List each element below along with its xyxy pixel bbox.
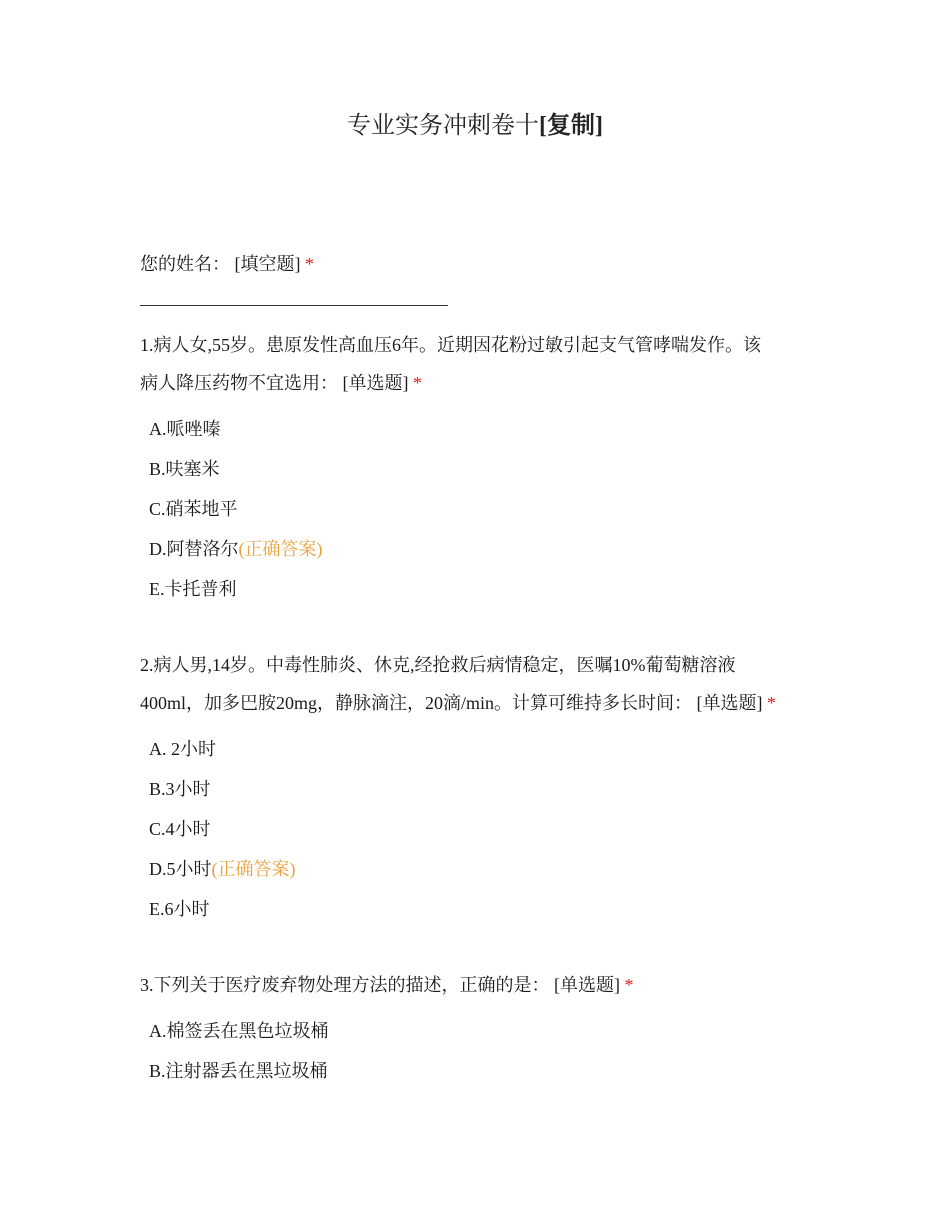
option-item[interactable] bbox=[149, 497, 238, 521]
option-item[interactable] bbox=[149, 857, 296, 881]
question-1 bbox=[140, 326, 820, 402]
option-item[interactable] bbox=[149, 577, 237, 601]
question-type: [填空题] bbox=[234, 254, 301, 274]
option-label: D.阿替洛尔 bbox=[149, 539, 239, 559]
question-text-line1: 3.下列关于医疗废弃物处理方法的描述，正确的是： bbox=[140, 975, 550, 995]
required-marker: * bbox=[305, 254, 314, 274]
required-marker: * bbox=[624, 975, 634, 995]
question-2 bbox=[140, 646, 840, 722]
question-type: [单选题] bbox=[554, 975, 620, 995]
option-label: B.注射器丢在黑垃圾桶 bbox=[149, 1061, 328, 1081]
option-label: E.卡托普利 bbox=[149, 579, 237, 599]
required-marker: * bbox=[767, 693, 777, 713]
option-item[interactable] bbox=[149, 737, 216, 761]
correct-answer-marker: (正确答案) bbox=[238, 539, 323, 559]
required-marker: * bbox=[413, 373, 422, 393]
name-answer-field[interactable] bbox=[140, 305, 448, 306]
question-text: 您的姓名： bbox=[140, 254, 230, 274]
title-main: 专业实务冲刺卷十 bbox=[347, 113, 539, 139]
option-item[interactable] bbox=[149, 1019, 329, 1043]
option-label: A. 2小时 bbox=[149, 739, 216, 759]
question-text-line2: 400ml，加多巴胺20mg，静脉滴注，20滴/min。计算可维持多长时间： bbox=[140, 693, 693, 713]
page-title bbox=[0, 108, 950, 144]
option-item[interactable] bbox=[149, 777, 211, 801]
question-text-line1: 1.病人女,55岁。患原发性高血压6年。近期因花粉过敏引起支气管哮喘发作。该 bbox=[140, 335, 761, 355]
option-item[interactable] bbox=[149, 817, 211, 841]
question-type: [单选题] bbox=[342, 373, 409, 393]
question-type: [单选题] bbox=[696, 693, 763, 713]
name-question bbox=[140, 245, 820, 283]
option-label: A.棉签丢在黑色垃圾桶 bbox=[149, 1021, 329, 1041]
option-label: C.硝苯地平 bbox=[149, 499, 238, 519]
option-item[interactable] bbox=[149, 897, 210, 921]
option-label: B.呋塞米 bbox=[149, 459, 220, 479]
option-item[interactable] bbox=[149, 417, 221, 441]
option-label: E.6小时 bbox=[149, 899, 210, 919]
option-label: D.5小时 bbox=[149, 859, 212, 879]
option-item[interactable] bbox=[149, 1059, 328, 1083]
question-text-line1: 2.病人男,14岁。中毒性肺炎、休克,经抢救后病情稳定，医嘱10%葡萄糖溶液 bbox=[140, 655, 736, 675]
question-3 bbox=[140, 966, 820, 1004]
option-label: A.哌唑嗪 bbox=[149, 419, 221, 439]
title-suffix: [复制] bbox=[539, 113, 603, 139]
question-text-line2: 病人降压药物不宜选用： bbox=[140, 373, 338, 393]
correct-answer-marker: (正确答案) bbox=[211, 859, 296, 879]
option-label: C.4小时 bbox=[149, 819, 211, 839]
option-item[interactable] bbox=[149, 537, 323, 561]
option-label: B.3小时 bbox=[149, 779, 211, 799]
option-item[interactable] bbox=[149, 457, 220, 481]
